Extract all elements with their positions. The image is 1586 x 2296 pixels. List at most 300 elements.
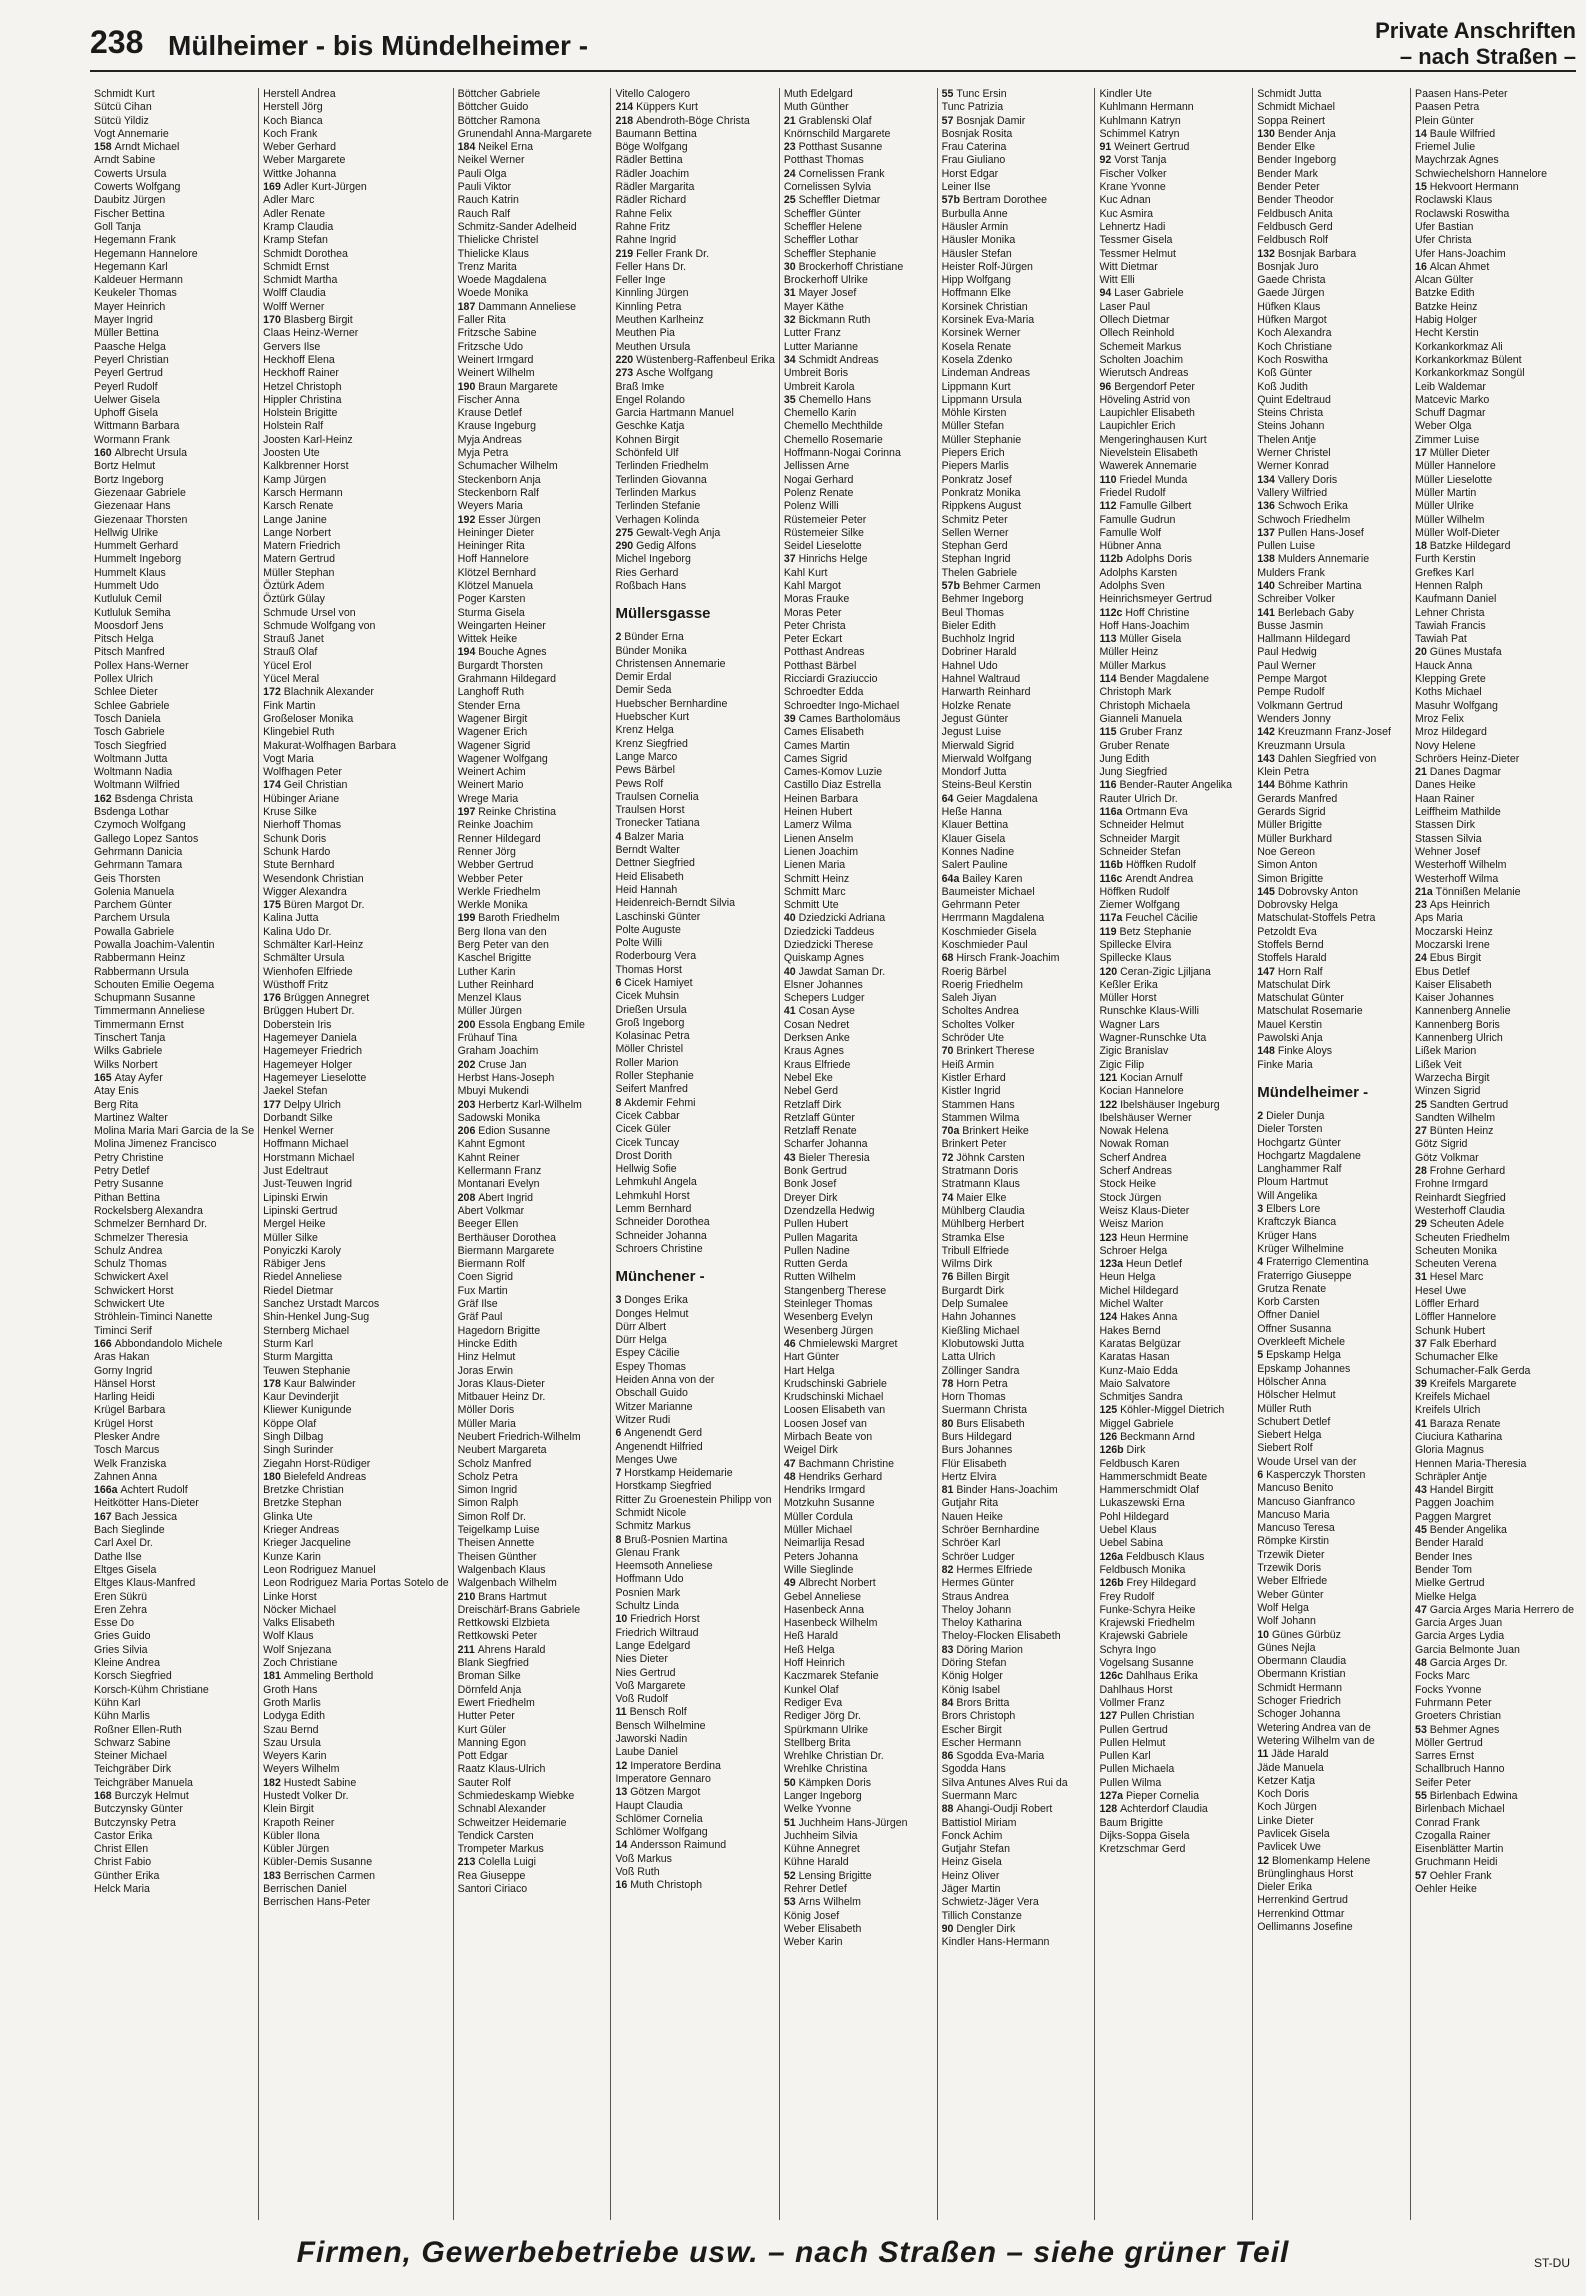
directory-entry: Hagemeyer Lieselotte [263,1071,367,1084]
resident-name: Hermes Elfriede [956,1563,1033,1576]
directory-entry: Möhle Kirsten [941,407,1007,420]
directory-entry: Tosch Daniela [94,712,161,725]
directory-entry: Hauck Anna [1415,659,1473,672]
directory-entry: Mierwald Wolfgang [941,752,1032,765]
directory-entry: Pitsch Helga [94,633,154,646]
directory-entry: Herrenkind Gertrud [1257,1894,1348,1907]
directory-entry: Petzoldt Eva [1257,925,1317,938]
directory-entry: Sütcü Yildiz [94,114,149,127]
directory-entry [1099,474,1248,487]
directory-entry: Singh Surinder [263,1444,334,1457]
directory-entry: Schnabl Alexander [457,1803,547,1816]
directory-entry: Hendriks Irmgard [783,1484,866,1497]
directory-entry: Goll Tanja [94,220,141,233]
directory-entry: Hutter Peter [457,1710,515,1723]
directory-entry: Hustedt Volker Dr. [263,1790,349,1802]
directory-entry [1415,1524,1574,1537]
directory-entry: Petry Detlef [94,1165,150,1178]
directory-entry: Bender Peter [1257,181,1320,194]
directory-entry: Ollech Dietmar [1099,314,1170,327]
directory-entry: Wolff Werner [263,300,325,313]
house-number: 41 [783,1005,799,1018]
house-number: 6 [615,1427,625,1440]
directory-entry [784,354,933,367]
directory-entry: Bortz Helmut [94,460,156,473]
directory-entry: Nogai Gerhard [783,473,854,486]
directory-entry: Schroers Christine [615,1242,703,1255]
directory-entry: Krause Ingeburg [457,420,536,433]
directory-entry: Gerards Sigrid [1257,806,1326,819]
resident-name: Epskamp Helga [1266,1349,1341,1362]
directory-entry: Schröder Ute [941,1032,1005,1045]
directory-entry: Biermann Margarete [457,1244,555,1257]
directory-entry: Kellermann Franz [457,1165,542,1178]
resident-name: Elbers Lore [1266,1203,1321,1216]
directory-entry [458,1019,607,1032]
directory-entry: Overkleeft Michele [1257,1336,1345,1349]
directory-entry: Hertz Elvira [941,1470,997,1483]
directory-entry [1099,673,1248,686]
directory-entry: Frohne Irmgard [1415,1178,1489,1191]
resident-name: Berrischen Carmen [283,1869,376,1882]
directory-entry [1099,1311,1248,1324]
house-number: 116a [1099,806,1126,819]
resident-name: Cosan Ayse [798,1005,855,1018]
directory-entry: Neubert Margareta [457,1444,547,1457]
directory-entry: Dobriner Harald [941,646,1017,659]
directory-entry: Schmude Ursel von [263,606,356,619]
directory-entry [263,779,449,792]
directory-entry: Michel Walter [1099,1298,1164,1311]
directory-entry: Garcia Hartmann Manuel [615,407,734,420]
house-number: 21 [783,114,799,127]
house-number: 169 [263,181,284,194]
resident-name: Ibelshäuser Ingeburg [1120,1098,1220,1111]
directory-entry: Koch Bianca [263,114,323,127]
directory-entry: Rabbermann Ursula [94,965,189,978]
resident-name: Albrecht Norbert [798,1577,876,1590]
resident-name: Grablenski Olaf [798,114,872,127]
directory-entry [942,194,1091,207]
directory-entry: Geschke Katja [615,420,685,433]
directory-entry: Giezenaar Thorsten [94,513,188,526]
directory-entry: Wigger Alexandra [263,885,347,898]
directory-entry: Matschulat-Stoffels Petra [1257,912,1376,925]
directory-entry: Korkankorkmaz Songül [1415,367,1525,380]
directory-entry: Friedrich Wiltraud [615,1626,699,1639]
resident-name: Behmer Agnes [1429,1723,1500,1736]
house-number: 114 [1099,673,1120,686]
directory-entry: Rädler Joachim [615,167,690,180]
directory-entry: Arndt Sabine [94,154,156,167]
directory-entry: Chemello Mechthilde [783,420,883,433]
directory-entry [1257,886,1406,899]
directory-entry: Ciuciura Katharina [1415,1430,1503,1443]
directory-entry [784,287,933,300]
directory-entry: Zigic Filip [1099,1058,1145,1071]
directory-entry: Stratmann Doris [941,1165,1019,1178]
directory-entry: Bosnjak Rosita [941,127,1013,140]
house-number: 24 [1415,952,1430,965]
directory-entry: Wilms Dirk [941,1258,993,1271]
directory-entry: Lehmkuhl Horst [615,1189,690,1202]
directory-entry [1099,726,1248,739]
directory-entry: Schlömer Wolfgang [615,1826,708,1839]
directory-entry: Plein Günter [1415,114,1474,127]
directory-entry: Pempe Rudolf [1257,686,1325,699]
resident-name: Hoff Christine [1125,606,1190,619]
directory-entry [1415,952,1574,965]
directory-entry: Broman Silke [457,1670,521,1683]
directory-entry: Frau Giuliano [941,154,1006,167]
directory-entry: Hallmann Hildegard [1257,633,1351,646]
directory-entry: Müller Jürgen [457,1005,522,1018]
directory-entry [615,1760,774,1773]
directory-entry: Nebel Gerd [783,1085,839,1098]
directory-entry: Langhoff Ruth [457,686,525,699]
resident-name: Albrecht Ursula [114,447,188,460]
directory-entry: Wienhofen Elfriede [263,965,353,978]
directory-entry: Bender Elke [1257,141,1315,154]
directory-entry: Kolasinac Petra [615,1030,690,1043]
resident-name: Gruber Franz [1119,726,1183,739]
directory-entry: Posnien Mark [615,1586,681,1599]
directory-entry: Kaczmarek Stefanie [783,1670,879,1683]
directory-entry [1257,1256,1406,1269]
directory-entry [1257,1855,1406,1868]
directory-entry: Traulsen Cornelia [615,790,699,803]
directory-entry: Demir Seda [615,684,672,697]
directory-entry: Karatas Belgüzar [1099,1337,1181,1350]
house-number: 12 [615,1759,631,1772]
directory-entry: Schunk Hardo [263,845,331,858]
resident-name: Gewalt-Vegh Anja [636,526,721,539]
directory-entry: Hasenbeck Anna [783,1603,864,1616]
directory-entry: Adler Renate [263,207,325,220]
directory-entry: Dahlhaus Horst [1099,1683,1173,1696]
directory-entry: Stephan Gerd [941,540,1008,553]
directory-entry: Götz Sigrid [1415,1138,1468,1151]
house-number: 90 [941,1922,957,1935]
directory-entry: Sadowski Monika [457,1111,541,1124]
resident-name: Blasberg Birgit [283,314,353,327]
directory-entry: Weinert Achim [457,766,526,779]
directory-entry: Jäger Martin [941,1883,1001,1896]
resident-name: Hekvoort Hermann [1429,181,1519,194]
directory-entry: Kuc Adnan [1099,194,1151,207]
directory-column-1 [90,88,259,2220]
directory-entry: Graham Joachim [457,1045,539,1058]
directory-entry: Hagemeyer Daniela [263,1032,357,1045]
resident-name: Bünten Heinz [1429,1125,1494,1138]
directory-entry: Hoffmann Elke [941,287,1011,300]
directory-entry: Matschulat Dirk [1257,978,1331,991]
directory-entry: Cicek Tuncay [615,1136,680,1149]
directory-entry [1415,1378,1574,1391]
directory-entry: Wrege Maria [457,792,519,805]
directory-entry [458,912,607,925]
directory-entry: Öztürk Gülay [263,593,325,606]
directory-entry [1257,553,1406,566]
directory-entry: Harwarth Reinhard [941,686,1031,699]
house-number: 127 [1099,1710,1121,1723]
resident-name: Finke Aloys [1277,1045,1333,1058]
directory-entry: Feller Hans Dr. [615,260,687,273]
directory-entry: Schmidt Martha [263,274,338,287]
directory-entry: Großeloser Monika [263,712,354,725]
resident-name: Batzke Hildegard [1429,540,1511,553]
directory-entry [458,514,607,527]
directory-entry: Lippmann Kurt [941,380,1011,393]
house-number: 46 [783,1337,799,1350]
directory-entry: Laschinski Günter [615,910,701,923]
resident-name: Heun Detlef [1125,1258,1182,1271]
directory-entry [615,631,774,644]
directory-entry: Meuthen Ursula [615,340,691,353]
house-number: 123 [1099,1231,1121,1244]
directory-entry: Mayer Käthe [783,300,844,313]
directory-entry [615,1427,774,1440]
directory-entry: Renner Jörg [457,845,516,858]
resident-name: Tönnißen Melanie [1435,885,1521,898]
directory-entry: Furth Kerstin [1415,553,1476,566]
directory-entry: Peter Christa [783,619,846,632]
directory-entry: Schwickert Axel [94,1271,169,1284]
directory-entry: Ollech Reinhold [1099,327,1175,340]
directory-entry [1257,726,1406,739]
directory-entry: Scholz Manfred [457,1457,532,1470]
directory-entry: Heinrichsmeyer Gertrud [1099,593,1212,606]
house-number: 166 [94,1337,115,1350]
directory-entry: Schmitt Ute [783,899,839,912]
directory-entry: Woude Ursel van der [1257,1455,1357,1468]
directory-entry: Westerhoff Wilma [1415,872,1499,885]
house-number: 116 [1099,779,1120,792]
house-number: 172 [263,686,284,699]
directory-entry [615,354,774,367]
house-number: 187 [457,300,479,313]
directory-entry [615,1879,774,1892]
resident-name: Büren Margot Dr. [283,899,365,912]
directory-entry: Focks Yvonne [1415,1683,1482,1696]
directory-entry [1099,1258,1248,1271]
directory-entry: Dzendzella Hedwig [783,1204,875,1217]
directory-entry: Mielke Gertrud [1415,1577,1485,1590]
directory-entry [1099,381,1248,394]
directory-entry: Holzke Renate [941,699,1012,712]
directory-entry: Nöcker Michael [263,1603,337,1616]
house-number: 83 [941,1643,957,1656]
resident-name: Wüstenberg-Raffenbeul Erika [636,353,775,366]
directory-entry: Hegemann Karl [94,260,168,273]
house-number: 174 [263,779,284,792]
directory-entry: Schmidt Kurt [94,88,155,100]
directory-entry [458,1591,607,1604]
directory-entry: Doberstein Iris [263,1018,332,1031]
house-number: 80 [941,1417,957,1430]
directory-entry: Schupmann Susanne [94,992,196,1005]
directory-entry: Brors Christoph [941,1710,1016,1723]
directory-entry: Uebel Klaus [1099,1524,1157,1537]
resident-name: Bielefeld Andreas [283,1470,367,1483]
directory-entry: Heid Elisabeth [615,870,684,883]
directory-entry: Räbiger Jens [263,1258,326,1271]
directory-entry: Siebert Rolf [1257,1442,1313,1455]
directory-entry: Hinz Helmut [457,1351,516,1364]
directory-entry [94,1338,254,1351]
house-number: 126a [1099,1550,1126,1563]
directory-entry: Krieger Jacqueline [263,1537,351,1550]
directory-entry: Mayer Heinrich [94,300,166,313]
directory-entry: Wittmann Barbara [94,420,180,433]
directory-entry: Yücel Meral [263,673,320,686]
directory-entry: Schmelzer Theresia [94,1231,189,1244]
directory-entry: Groß Ingeborg [615,1016,685,1029]
directory-entry: Stephan Ingrid [941,553,1011,566]
directory-entry: Sauter Rolf [457,1776,511,1789]
directory-entry: Pullen Helmut [1099,1736,1166,1749]
resident-name: Dengler Dirk [956,1922,1016,1935]
directory-entry: Kistler Ingrid [941,1085,1001,1098]
house-number: 16 [1415,260,1430,273]
directory-entry: Giezenaar Hans [94,500,171,513]
resident-name: Dziedzicki Adriana [798,912,886,925]
house-number: 57 [1415,1869,1430,1882]
resident-name: Baule Wilfried [1429,127,1496,140]
directory-entry: Gloria Magnus [1415,1444,1484,1457]
directory-entry: Krieger Andreas [263,1524,340,1537]
house-number: 112b [1099,553,1126,566]
directory-entry: Mitbauer Heinz Dr. [457,1391,546,1404]
house-number: 190 [457,380,479,393]
directory-entry [615,540,774,553]
directory-entry: Castor Erika [94,1829,153,1842]
directory-entry: Feller Inge [615,274,666,287]
directory-entry: Tendick Carsten [457,1829,534,1842]
directory-entry: Ufer Hans-Joachim [1415,247,1506,260]
directory-entry: Müller Martin [1415,486,1477,499]
resident-name: Dieler Dunja [1266,1109,1325,1122]
directory-entry [942,1484,1091,1497]
directory-entry: Battistiol Miriam [941,1816,1017,1829]
directory-entry: Obschall Guido [615,1387,688,1400]
directory-entry: Poger Karsten [457,593,526,606]
directory-entry: Fischer Anna [457,393,520,406]
directory-entry: Simon Rolf Dr. [457,1510,526,1523]
directory-entry: Leon Rodriguez Manuel [263,1563,376,1576]
directory-entry: Cames Sigrid [783,752,848,765]
directory-entry: Dürr Albert [615,1320,667,1333]
directory-entry: Schimmel Katryn [1099,127,1180,140]
directory-entry: Kraftczyk Bianca [1257,1216,1337,1229]
directory-entry: Matschulat Rosemarie [1257,1005,1363,1018]
directory-entry: Stassen Dirk [1415,819,1476,832]
directory-entry: Henkel Werner [263,1125,334,1138]
directory-entry: Nauen Heike [941,1510,1003,1523]
directory-entry: Wolff Claudia [263,287,326,300]
directory-entry: Klepping Grete [1415,673,1486,686]
directory-entry: Uphoff Gisela [94,407,158,420]
directory-entry [1415,447,1574,460]
directory-entry [1099,633,1248,646]
directory-entry: Donges Helmut [615,1307,689,1320]
directory-entry: Weber Elisabeth [783,1922,862,1935]
directory-entry: Hochgartz Magdalene [1257,1149,1361,1162]
directory-entry: Abert Volkmar [457,1204,525,1217]
directory-entry: Gries Silvia [94,1643,148,1656]
directory-entry: Scheffler Helene [783,220,862,233]
directory-entry: Mancuso Gianfranco [1257,1495,1355,1508]
directory-entry: Schmidt Hermann [1257,1681,1343,1694]
directory-entry [784,261,933,274]
directory-entry: Polenz Renate [783,486,854,499]
directory-entry [784,1870,933,1883]
directory-entry: Scheuten Verena [1415,1258,1497,1271]
directory-entry: Stammen Hans [941,1098,1015,1111]
directory-entry: Krause Detlef [457,407,522,420]
directory-entry: Tawiah Pat [1415,633,1467,646]
directory-entry [1415,261,1574,274]
directory-entry: Scheffler Stephanie [783,247,877,260]
directory-entry: Schuff Dagmar [1415,407,1486,420]
directory-entry: Gehrmann Tamara [94,859,183,872]
directory-entry: Laube Daniel [615,1746,678,1759]
directory-entry: Voß Markus [615,1852,672,1865]
house-number: 47 [783,1457,799,1470]
directory-entry: Pollex Ulrich [94,673,153,686]
directory-entry: Steins-Beul Kerstin [941,779,1032,792]
directory-entry: Tribull Elfriede [941,1244,1009,1257]
directory-entry: Czymoch Wolfgang [94,819,186,832]
directory-entry [615,1839,774,1852]
house-number: 43 [783,1151,799,1164]
resident-name: Gedig Alfons [636,540,697,553]
directory-entry: Rippkens August [941,500,1022,513]
directory-entry: Hart Günter [783,1351,840,1364]
directory-entry: Grutza Renate [1257,1282,1327,1295]
house-number: 199 [457,912,479,925]
resident-name: Horn Petra [956,1377,1008,1390]
directory-entry: Schmidt Jutta [1257,88,1322,100]
directory-entry: Bensch Wilhelmine [615,1719,706,1732]
directory-entry [458,1644,607,1657]
directory-entry: Hüfken Klaus [1257,300,1321,313]
directory-entry: Gorny Ingrid [94,1364,153,1377]
directory-entry: Angenendt Hilfried [615,1440,703,1453]
directory-entry: Riedel Dietmar [263,1284,334,1297]
directory-entry: Rauch Ralf [457,207,511,220]
directory-entry [1099,607,1248,620]
directory-entry: Esse Do [94,1617,135,1630]
directory-entry: Paasen Petra [1415,101,1480,114]
directory-entry: Tillich Constanze [941,1909,1022,1922]
directory-entry: Herbst Hans-Joseph [457,1071,555,1084]
directory-entry: Kaufmann Daniel [1415,593,1497,606]
directory-entry: Lodyga Edith [263,1710,326,1723]
directory-entry: Tawiah Francis [1415,619,1486,632]
directory-entry: Lutter Marianne [783,340,859,353]
house-number: 112c [1099,606,1126,619]
directory-entry: Traulsen Horst [615,804,685,817]
resident-name: Neikel Erna [478,141,534,154]
directory-entry: Werkle Friedhelm [457,885,541,898]
directory-entry: Potthast Bärbel [783,659,857,672]
directory-entry: Korkankorkmaz Ali [1415,340,1503,353]
directory-entry: Derksen Anke [783,1032,850,1045]
directory-entry: Retzlaff Renate [783,1125,857,1138]
directory-entry: Famulle Wolf [1099,526,1162,539]
directory-entry: Döring Stefan [941,1657,1007,1670]
